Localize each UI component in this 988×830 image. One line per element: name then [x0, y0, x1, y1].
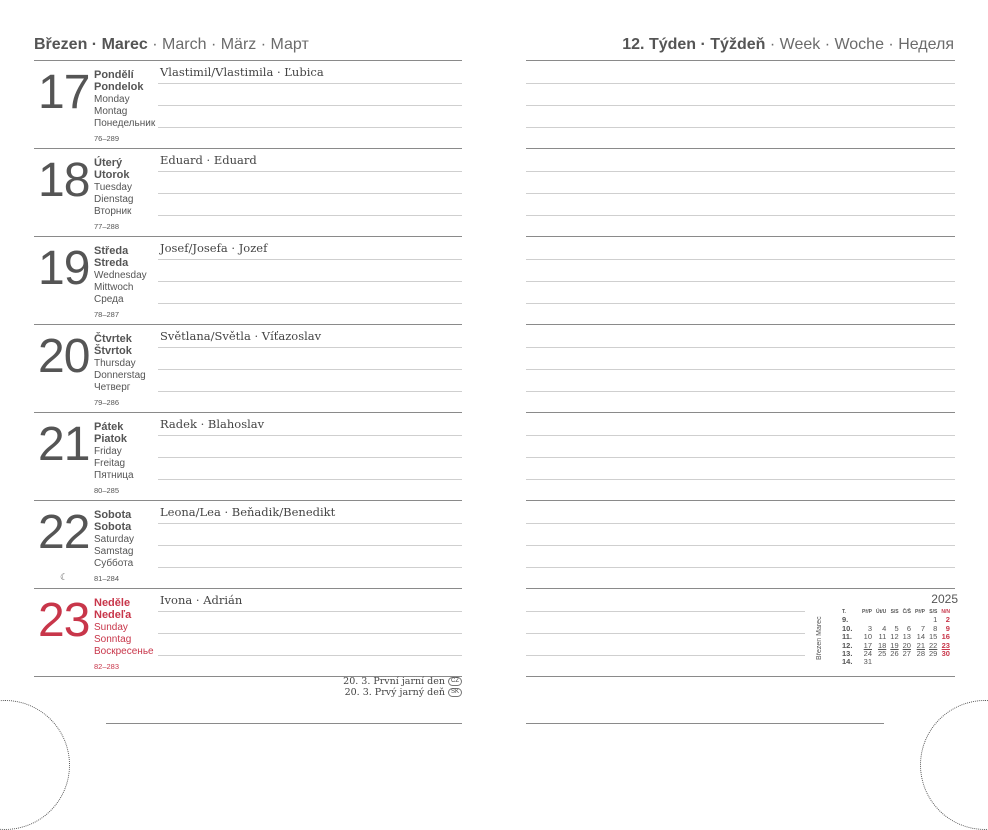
mini-calendar-cell	[888, 658, 900, 666]
day-block	[34, 589, 462, 677]
mini-calendar-week-row	[838, 650, 952, 658]
writing-line	[158, 523, 462, 524]
nameday-text: Eduard · Eduard	[160, 153, 257, 167]
day-count: 78–287	[94, 310, 120, 320]
nameday-text: Světlana/Světla · Víťazoslav	[160, 329, 322, 343]
day-name-en: Friday	[94, 445, 122, 457]
writing-line	[526, 479, 955, 480]
day-name-cz: Čtvrtek	[94, 333, 132, 345]
day-count: 80–285	[94, 486, 120, 496]
day-block	[34, 413, 462, 501]
writing-line	[158, 259, 462, 260]
mini-calendar-header-cell: Př/P	[914, 609, 925, 615]
writing-line	[526, 545, 955, 546]
notes-block	[526, 501, 955, 589]
writing-line	[158, 479, 462, 480]
day-name-sk: Pondelok	[94, 81, 144, 94]
writing-line	[526, 435, 955, 436]
day-name-cz: Pátek	[94, 421, 124, 433]
day-count: 79–286	[94, 398, 120, 408]
writing-line	[158, 567, 462, 568]
day-name-sk: Utorok	[94, 169, 130, 182]
day-info	[94, 69, 155, 146]
day-count: 81–284	[94, 574, 120, 584]
mini-calendar-header-cell: N/N	[941, 609, 950, 615]
day-number: 19	[38, 242, 90, 295]
mini-calendar-cell: 2	[945, 615, 950, 625]
day-number: 23	[38, 594, 90, 647]
nameday-text: Radek · Blahoslav	[160, 417, 265, 431]
day-name-de: Montag	[94, 105, 128, 117]
mini-calendar-year: 2025	[931, 592, 958, 606]
writing-line	[526, 281, 955, 282]
writing-line	[158, 457, 462, 458]
mini-calendar-cell: 14.	[842, 657, 853, 667]
day-name-en: Sunday	[94, 621, 128, 633]
day-name-ru: Пятница	[94, 470, 134, 482]
mini-calendar-header-cell: S/S	[929, 609, 938, 615]
mini-calendar-cell: 19	[890, 640, 899, 650]
day-block	[34, 61, 462, 149]
writing-line	[158, 127, 462, 128]
day-block	[34, 501, 462, 589]
day-name-ru: Среда	[94, 294, 124, 306]
writing-line	[158, 633, 462, 634]
mini-calendar-cell: 4	[882, 623, 887, 633]
writing-line	[158, 655, 462, 656]
notes-block	[526, 325, 955, 413]
mini-calendar-table	[838, 608, 952, 667]
moon-phase-icon: ☾	[60, 572, 69, 583]
month-header: Březen · Marec · March · März · Март	[34, 36, 309, 53]
mini-calendar-cell: 25	[877, 649, 887, 659]
writing-line	[158, 193, 462, 194]
day-name-sk: Nedeľa	[94, 609, 132, 622]
mini-calendar-cell: 28	[916, 649, 925, 659]
day-name-de: Dienstag	[94, 193, 134, 205]
day-block	[34, 237, 462, 325]
mini-calendar-cell: 12.	[842, 640, 853, 650]
mini-calendar-cell: 10	[863, 632, 873, 642]
day-count: 76–289	[94, 134, 120, 144]
week-header: 12. Týden · Týždeň · Week · Woche · Неделя	[622, 36, 954, 53]
day-name-en: Wednesday	[94, 269, 147, 281]
bottom-line-right	[526, 723, 884, 724]
mini-calendar-cell: 5	[894, 623, 899, 633]
mini-calendar-cell: 6	[906, 623, 911, 633]
notes-separator	[526, 676, 955, 677]
day-name-ru: Понедельник	[94, 118, 156, 130]
mini-calendar-cell: 22	[929, 640, 938, 650]
nameday-text: Leona/Lea · Beňadik/Benedikt	[160, 505, 336, 519]
mini-calendar-cell: 16	[941, 632, 950, 642]
mini-calendar-cell: 1	[933, 615, 938, 625]
writing-line	[158, 171, 462, 172]
left-page	[0, 0, 494, 768]
day-name-en: Saturday	[94, 533, 135, 545]
week-sk: Týždeň	[710, 36, 766, 53]
mini-calendar-cell: 10.	[842, 623, 853, 633]
month-cz: Březen	[34, 36, 88, 53]
week-cz: 12. Týden	[622, 36, 697, 53]
writing-line	[526, 523, 955, 524]
holiday-sk: 20. 3. Prvý jarný deň SK	[343, 687, 462, 698]
day-info	[94, 597, 154, 674]
mini-calendar-cell: 30	[941, 649, 950, 659]
day-name-sk: Piatok	[94, 433, 128, 446]
day-name-sk: Sobota	[94, 521, 132, 534]
mini-calendar-cell: 20	[902, 640, 911, 650]
writing-line	[526, 347, 955, 348]
mini-calendar-cell: 13.	[842, 649, 853, 659]
mini-calendar-cell: 7	[920, 623, 925, 633]
day-name-de: Freitag	[94, 457, 126, 469]
mini-calendar-cell	[913, 658, 927, 666]
writing-line	[526, 655, 805, 656]
notes-block	[526, 149, 955, 237]
nameday-text: Ivona · Adrián	[160, 593, 243, 607]
writing-line	[526, 567, 955, 568]
writing-line	[526, 215, 955, 216]
day-name-de: Sonntag	[94, 633, 132, 645]
day-block	[34, 325, 462, 413]
writing-line	[526, 303, 955, 304]
writing-line	[158, 105, 462, 106]
writing-line	[158, 281, 462, 282]
day-name-sk: Štvrtok	[94, 345, 132, 358]
mini-calendar-cell	[901, 658, 913, 666]
writing-line	[526, 171, 955, 172]
day-info	[94, 157, 133, 234]
day-name-de: Mittwoch	[94, 281, 134, 293]
day-name-sk: Streda	[94, 257, 129, 270]
day-name-cz: Sobota	[94, 509, 132, 521]
day-name-de: Donnerstag	[94, 369, 146, 381]
month-sk: Marec	[101, 36, 148, 53]
mini-calendar-cell: 15	[929, 632, 938, 642]
writing-line	[526, 259, 955, 260]
mini-calendar-cell: 13	[902, 632, 911, 642]
day-name-cz: Středa	[94, 245, 129, 257]
writing-line	[526, 457, 955, 458]
day-name-en: Monday	[94, 93, 130, 105]
writing-line	[526, 633, 805, 634]
mini-calendar-cell: 8	[933, 623, 938, 633]
day-number: 20	[38, 330, 90, 383]
day-number: 17	[38, 66, 90, 119]
mini-calendar-cell: 27	[902, 649, 911, 659]
writing-line	[158, 369, 462, 370]
writing-line	[158, 303, 462, 304]
mini-calendar-week-row	[838, 658, 952, 666]
writing-line	[158, 545, 462, 546]
writing-line	[158, 391, 462, 392]
mini-calendar-header-cell: Př/P	[862, 609, 873, 615]
writing-line	[526, 127, 955, 128]
mini-calendar-cell: 31	[863, 657, 873, 667]
mini-calendar-cell: 29	[929, 649, 938, 659]
mini-calendar-cell: 3	[867, 623, 873, 633]
writing-line	[526, 611, 805, 612]
mini-calendar-cell: 11	[878, 632, 887, 642]
day-block	[34, 149, 462, 237]
day-count: 82–283	[94, 662, 120, 672]
writing-line	[526, 105, 955, 106]
notes-block	[526, 237, 955, 325]
mini-calendar-header-cell: S/S	[890, 609, 899, 615]
day-name-ru: Воскресенье	[94, 646, 154, 658]
week-other-langs: · Week · Woche · Неделя	[769, 36, 954, 53]
writing-line	[158, 435, 462, 436]
day-name-ru: Вторник	[94, 206, 132, 218]
mini-calendar-months: Březen Marec	[816, 616, 823, 660]
mini-calendar-cell	[939, 658, 952, 666]
mini-calendar-cell: 23	[941, 640, 950, 650]
mini-calendar-cell: 14	[916, 632, 925, 642]
day-info	[94, 333, 146, 410]
day-name-cz: Pondělí	[94, 69, 134, 81]
writing-line	[158, 215, 462, 216]
day-name-en: Tuesday	[94, 181, 132, 193]
day-info	[94, 245, 147, 322]
nameday-text: Josef/Josefa · Jozef	[160, 241, 268, 255]
mini-calendar-cell: 11.	[842, 632, 853, 642]
day-name-de: Samstag	[94, 545, 134, 557]
mini-calendar-cell: 17	[863, 640, 873, 650]
day-name-en: Thursday	[94, 357, 136, 369]
writing-line	[526, 391, 955, 392]
day-name-cz: Neděle	[94, 597, 131, 609]
writing-line	[158, 347, 462, 348]
month-other-langs: · March · März · Март	[152, 36, 309, 53]
mini-calendar-header-cell: Č/Š	[902, 609, 911, 615]
notes-block	[526, 61, 955, 149]
mini-calendar-cell: 24	[863, 649, 873, 659]
mini-calendar-cell	[927, 658, 939, 666]
day-number: 18	[38, 154, 90, 207]
mini-calendar-cell: 18	[877, 640, 887, 650]
mini-calendar-cell: 21	[916, 640, 925, 650]
day-number: 21	[38, 418, 90, 471]
day-name-cz: Úterý	[94, 157, 123, 169]
day-info	[94, 421, 134, 498]
holidays	[343, 676, 462, 698]
mini-calendar-grid	[838, 608, 958, 667]
day-name-ru: Суббота	[94, 558, 134, 570]
mini-calendar-header-cell: T.	[842, 609, 846, 615]
writing-line	[526, 193, 955, 194]
mini-calendar-header-cell: Út/U	[876, 609, 887, 615]
mini-calendar-cell: 12	[890, 632, 899, 642]
writing-line	[526, 369, 955, 370]
writing-line	[158, 83, 462, 84]
nameday-text: Vlastimil/Vlastimila · Ľubica	[160, 65, 324, 79]
day-count: 77–288	[94, 222, 120, 232]
mini-calendar-cell: 9	[945, 623, 950, 633]
bottom-line-left	[106, 723, 462, 724]
mini-calendar-cell: 9.	[842, 615, 849, 625]
notes-block	[526, 413, 955, 501]
mini-calendar-cell	[874, 658, 888, 666]
day-number: 22	[38, 506, 90, 559]
writing-line	[158, 611, 462, 612]
writing-line	[526, 83, 955, 84]
holiday-cz: 20. 3. První jarní den CZ	[343, 676, 462, 687]
mini-calendar-cell: 26	[890, 649, 899, 659]
day-name-ru: Четверг	[94, 382, 131, 394]
